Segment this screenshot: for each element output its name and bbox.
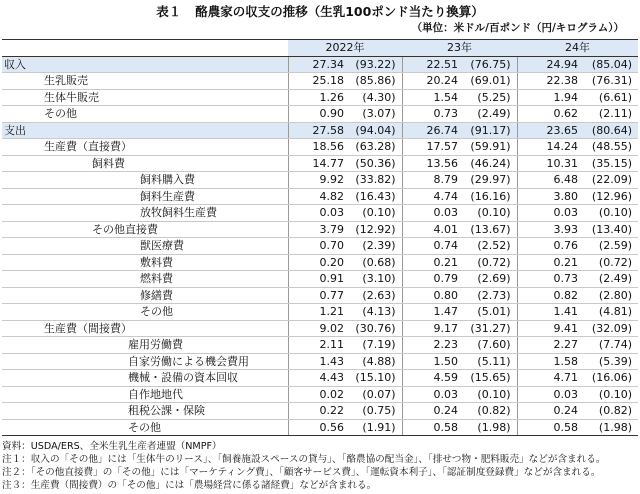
yen-value-cell: (0.10) [582,205,638,222]
value-cell: 0.73 [517,271,582,288]
value-cell: 27.58 [288,122,348,139]
row-label-cell [2,221,288,238]
yen-value-cell: (1.98) [582,419,638,436]
yen-value-cell: (2.69) [462,271,517,288]
row-label-cell [2,139,288,156]
table-row [2,386,638,403]
yen-value-cell: (3.10) [348,271,402,288]
value-cell: 3.80 [517,188,582,205]
row-label-cell [2,155,288,172]
yen-value-cell: (85.86) [348,73,402,90]
yen-value-cell: (76.31) [582,73,638,90]
value-cell: 0.03 [517,386,582,403]
yen-value-cell: (7.74) [582,337,638,354]
yen-value-cell: (5.11) [462,353,517,370]
yen-value-cell: (5.25) [462,89,517,106]
yen-value-cell: (5.39) [582,353,638,370]
row-label: 敷料費 [140,255,173,269]
value-cell: 20.24 [402,73,462,90]
yen-value-cell: (22.09) [582,172,638,189]
table-row [2,238,638,255]
header-row [2,40,638,57]
row-label-cell [2,287,288,304]
yen-value-cell: (85.04) [582,56,638,73]
value-cell: 0.62 [517,106,582,123]
row-label: 租税公課・保険 [128,404,205,417]
value-cell: 1.21 [288,304,348,321]
row-label: 飼料購入費 [140,173,195,186]
value-cell: 0.74 [402,238,462,255]
yen-value-cell: (16.16) [462,188,517,205]
yen-value-cell: (0.82) [582,403,638,420]
row-label: 支出 [4,123,26,137]
value-cell: 0.20 [288,254,348,271]
row-label-cell [2,89,288,106]
value-cell: 14.77 [288,155,348,172]
value-cell: 1.43 [288,353,348,370]
value-cell: 17.57 [402,139,462,156]
row-label-cell [2,106,288,123]
yen-value-cell: (4.30) [348,89,402,106]
yen-value-cell: (0.10) [582,386,638,403]
row-label-cell [2,353,288,370]
value-cell: 1.50 [402,353,462,370]
value-cell: 9.02 [288,320,348,337]
value-cell: 24.94 [517,56,582,73]
yen-value-cell: (13.67) [462,221,517,238]
value-cell: 2.23 [402,337,462,354]
value-cell: 14.24 [517,139,582,156]
value-cell: 0.22 [288,403,348,420]
value-cell: 22.38 [517,73,582,90]
row-label: 収入 [4,57,26,71]
row-label-cell [2,56,288,73]
value-cell: 0.03 [517,205,582,222]
value-cell: 0.24 [402,403,462,420]
table-row [2,188,638,205]
yen-value-cell: (1.98) [462,419,517,436]
row-label-cell [2,386,288,403]
yen-value-cell: (32.09) [582,320,638,337]
value-cell: 0.02 [288,386,348,403]
value-cell: 4.82 [288,188,348,205]
yen-value-cell: (94.04) [348,122,402,139]
table-row [2,155,638,172]
yen-value-cell: (0.10) [348,205,402,222]
row-label: 燃料費 [140,272,173,285]
source-note: 資料：USDA/ERS、全米生乳生産者連盟（NMPF） [2,441,222,452]
row-label-cell [2,188,288,205]
header-label-cell [2,40,288,57]
value-cell: 0.73 [402,106,462,123]
value-cell: 4.74 [402,188,462,205]
row-label: 生乳販売 [44,74,88,87]
yen-value-cell: (4.88) [348,353,402,370]
value-cell: 4.71 [517,370,582,387]
yen-value-cell: (0.10) [462,205,517,222]
value-cell: 25.18 [288,73,348,90]
yen-value-cell: (12.96) [582,188,638,205]
yen-value-cell: (0.68) [348,254,402,271]
value-cell: 0.21 [517,254,582,271]
value-cell: 23.65 [517,122,582,139]
value-cell: 3.79 [288,221,348,238]
yen-value-cell: (12.92) [348,221,402,238]
value-cell: 2.11 [288,337,348,354]
table-title [0,2,640,20]
row-label-cell [2,238,288,255]
value-cell: 9.41 [517,320,582,337]
yen-value-cell: (0.72) [462,254,517,271]
value-cell: 4.01 [402,221,462,238]
value-cell: 0.80 [402,287,462,304]
value-cell: 0.03 [402,205,462,222]
value-cell: 1.47 [402,304,462,321]
row-label: 獣医療費 [140,239,184,252]
yen-value-cell: (13.40) [582,221,638,238]
yen-value-cell: (2.52) [462,238,517,255]
table-title-text: 酪農家の収支の推移（生乳100ポンド当たり換算） [195,4,484,19]
data-table [2,39,638,436]
yen-value-cell: (16.06) [582,370,638,387]
value-cell: 0.90 [288,106,348,123]
row-label-cell [2,419,288,436]
value-cell: 13.56 [402,155,462,172]
table-row [2,304,638,321]
row-label: その他 [44,107,77,120]
row-label-cell [2,122,288,139]
row-label-cell [2,73,288,90]
table-row [2,89,638,106]
value-cell: 4.43 [288,370,348,387]
table-row [2,271,638,288]
table-row [2,106,638,123]
yen-value-cell: (2.63) [348,287,402,304]
table-row [2,221,638,238]
yen-value-cell: (5.01) [462,304,517,321]
table-row [2,139,638,156]
value-cell: 0.91 [288,271,348,288]
yen-value-cell: (2.39) [348,238,402,255]
value-cell: 0.24 [517,403,582,420]
row-label: 修繕費 [140,288,173,302]
note-1: 注１：収入の「その他」には「生体牛のリース」、「飼養施設スペースの貸与」、「酪農協の配当金」、「排せつ物・肥料販売」などが含まれる。 [2,454,606,465]
value-cell: 10.31 [517,155,582,172]
yen-value-cell: (2.73) [462,287,517,304]
table-row [2,370,638,387]
yen-value-cell: (2.59) [582,238,638,255]
table-row [2,205,638,222]
value-cell: 4.59 [402,370,462,387]
table-row [2,287,638,304]
yen-value-cell: (2.11) [582,106,638,123]
unit-note: （単位：米ドル/百ポンド（円/キログラム）） [411,22,624,34]
section-row [2,56,638,73]
value-cell: 8.79 [402,172,462,189]
value-cell: 0.03 [288,205,348,222]
value-cell: 26.74 [402,122,462,139]
value-cell: 27.34 [288,56,348,73]
yen-value-cell: (15.10) [348,370,402,387]
value-cell: 0.03 [402,386,462,403]
row-label: 機械・設備の資本回収 [128,371,238,384]
row-label-cell [2,304,288,321]
row-label-cell [2,370,288,387]
column-header: 24年 [517,40,638,57]
row-label: 生体牛販売 [44,90,99,104]
yen-value-cell: (35.15) [582,155,638,172]
row-label: 自家労働による機会費用 [128,354,249,368]
value-cell: 18.56 [288,139,348,156]
table-row [2,73,638,90]
yen-value-cell: (2.49) [582,271,638,288]
yen-value-cell: (7.60) [462,337,517,354]
yen-value-cell: (0.82) [462,403,517,420]
value-cell: 0.21 [402,254,462,271]
row-label-cell [2,320,288,337]
yen-value-cell: (16.43) [348,188,402,205]
row-label: その他直接費 [92,222,158,236]
table-row [2,337,638,354]
yen-value-cell: (76.75) [462,56,517,73]
yen-value-cell: (3.07) [348,106,402,123]
column-header: 23年 [402,40,517,57]
value-cell: 0.79 [402,271,462,288]
yen-value-cell: (29.97) [462,172,517,189]
row-label: 生産費（直接費） [44,140,132,153]
row-label: その他 [140,305,173,318]
row-label-cell [2,337,288,354]
row-label: 放牧飼料生産費 [140,206,217,219]
row-label-cell [2,205,288,222]
table-row [2,254,638,271]
yen-value-cell: (46.24) [462,155,517,172]
value-cell: 1.58 [517,353,582,370]
row-label: 雇用労働費 [128,338,183,351]
row-label: その他 [128,420,161,434]
yen-value-cell: (33.82) [348,172,402,189]
value-cell: 0.82 [517,287,582,304]
column-header: 2022年 [288,40,402,57]
section-row [2,122,638,139]
row-label: 飼料費 [92,156,125,170]
note-3: 注３：生産費（間接費）の「その他」には「農場経営に係る諸経費」などが含まれる。 [2,480,377,491]
table-body [2,56,638,436]
yen-value-cell: (6.61) [582,89,638,106]
table-row [2,172,638,189]
row-label-cell [2,172,288,189]
row-label-cell [2,254,288,271]
table-number: 表１ [156,4,182,19]
value-cell: 9.92 [288,172,348,189]
note-2: 注２：「その他直接費」の「その他」には「マーケティング費」、「顧客サービス費」、「運転資本利子」、「認証制度登録費」などが含まれる。 [2,467,601,478]
row-label: 生産費（間接費） [44,321,132,335]
table-row [2,403,638,420]
value-cell: 1.26 [288,89,348,106]
value-cell: 2.27 [517,337,582,354]
yen-value-cell: (80.64) [582,122,638,139]
value-cell: 1.94 [517,89,582,106]
yen-value-cell: (7.19) [348,337,402,354]
value-cell: 0.56 [288,419,348,436]
value-cell: 22.51 [402,56,462,73]
table-row [2,320,638,337]
yen-value-cell: (30.76) [348,320,402,337]
yen-value-cell: (0.10) [462,386,517,403]
yen-value-cell: (69.01) [462,73,517,90]
value-cell: 0.58 [517,419,582,436]
yen-value-cell: (59.91) [462,139,517,156]
value-cell: 0.76 [517,238,582,255]
yen-value-cell: (4.81) [582,304,638,321]
value-cell: 0.58 [402,419,462,436]
yen-value-cell: (0.75) [348,403,402,420]
yen-value-cell: (31.27) [462,320,517,337]
yen-value-cell: (93.22) [348,56,402,73]
yen-value-cell: (50.36) [348,155,402,172]
yen-value-cell: (1.91) [348,419,402,436]
row-label: 自作地地代 [128,387,183,401]
value-cell: 3.93 [517,221,582,238]
table-row [2,353,638,370]
yen-value-cell: (2.80) [582,287,638,304]
notes [2,440,605,492]
yen-value-cell: (4.13) [348,304,402,321]
row-label-cell [2,403,288,420]
yen-value-cell: (15.65) [462,370,517,387]
yen-value-cell: (48.55) [582,139,638,156]
value-cell: 0.70 [288,238,348,255]
table-row [2,419,638,436]
value-cell: 6.48 [517,172,582,189]
yen-value-cell: (63.28) [348,139,402,156]
value-cell: 0.77 [288,287,348,304]
yen-value-cell: (0.72) [582,254,638,271]
yen-value-cell: (2.49) [462,106,517,123]
row-label: 飼料生産費 [140,189,195,203]
row-label-cell [2,271,288,288]
yen-value-cell: (91.17) [462,122,517,139]
value-cell: 9.17 [402,320,462,337]
yen-value-cell: (0.07) [348,386,402,403]
value-cell: 1.54 [402,89,462,106]
value-cell: 1.41 [517,304,582,321]
